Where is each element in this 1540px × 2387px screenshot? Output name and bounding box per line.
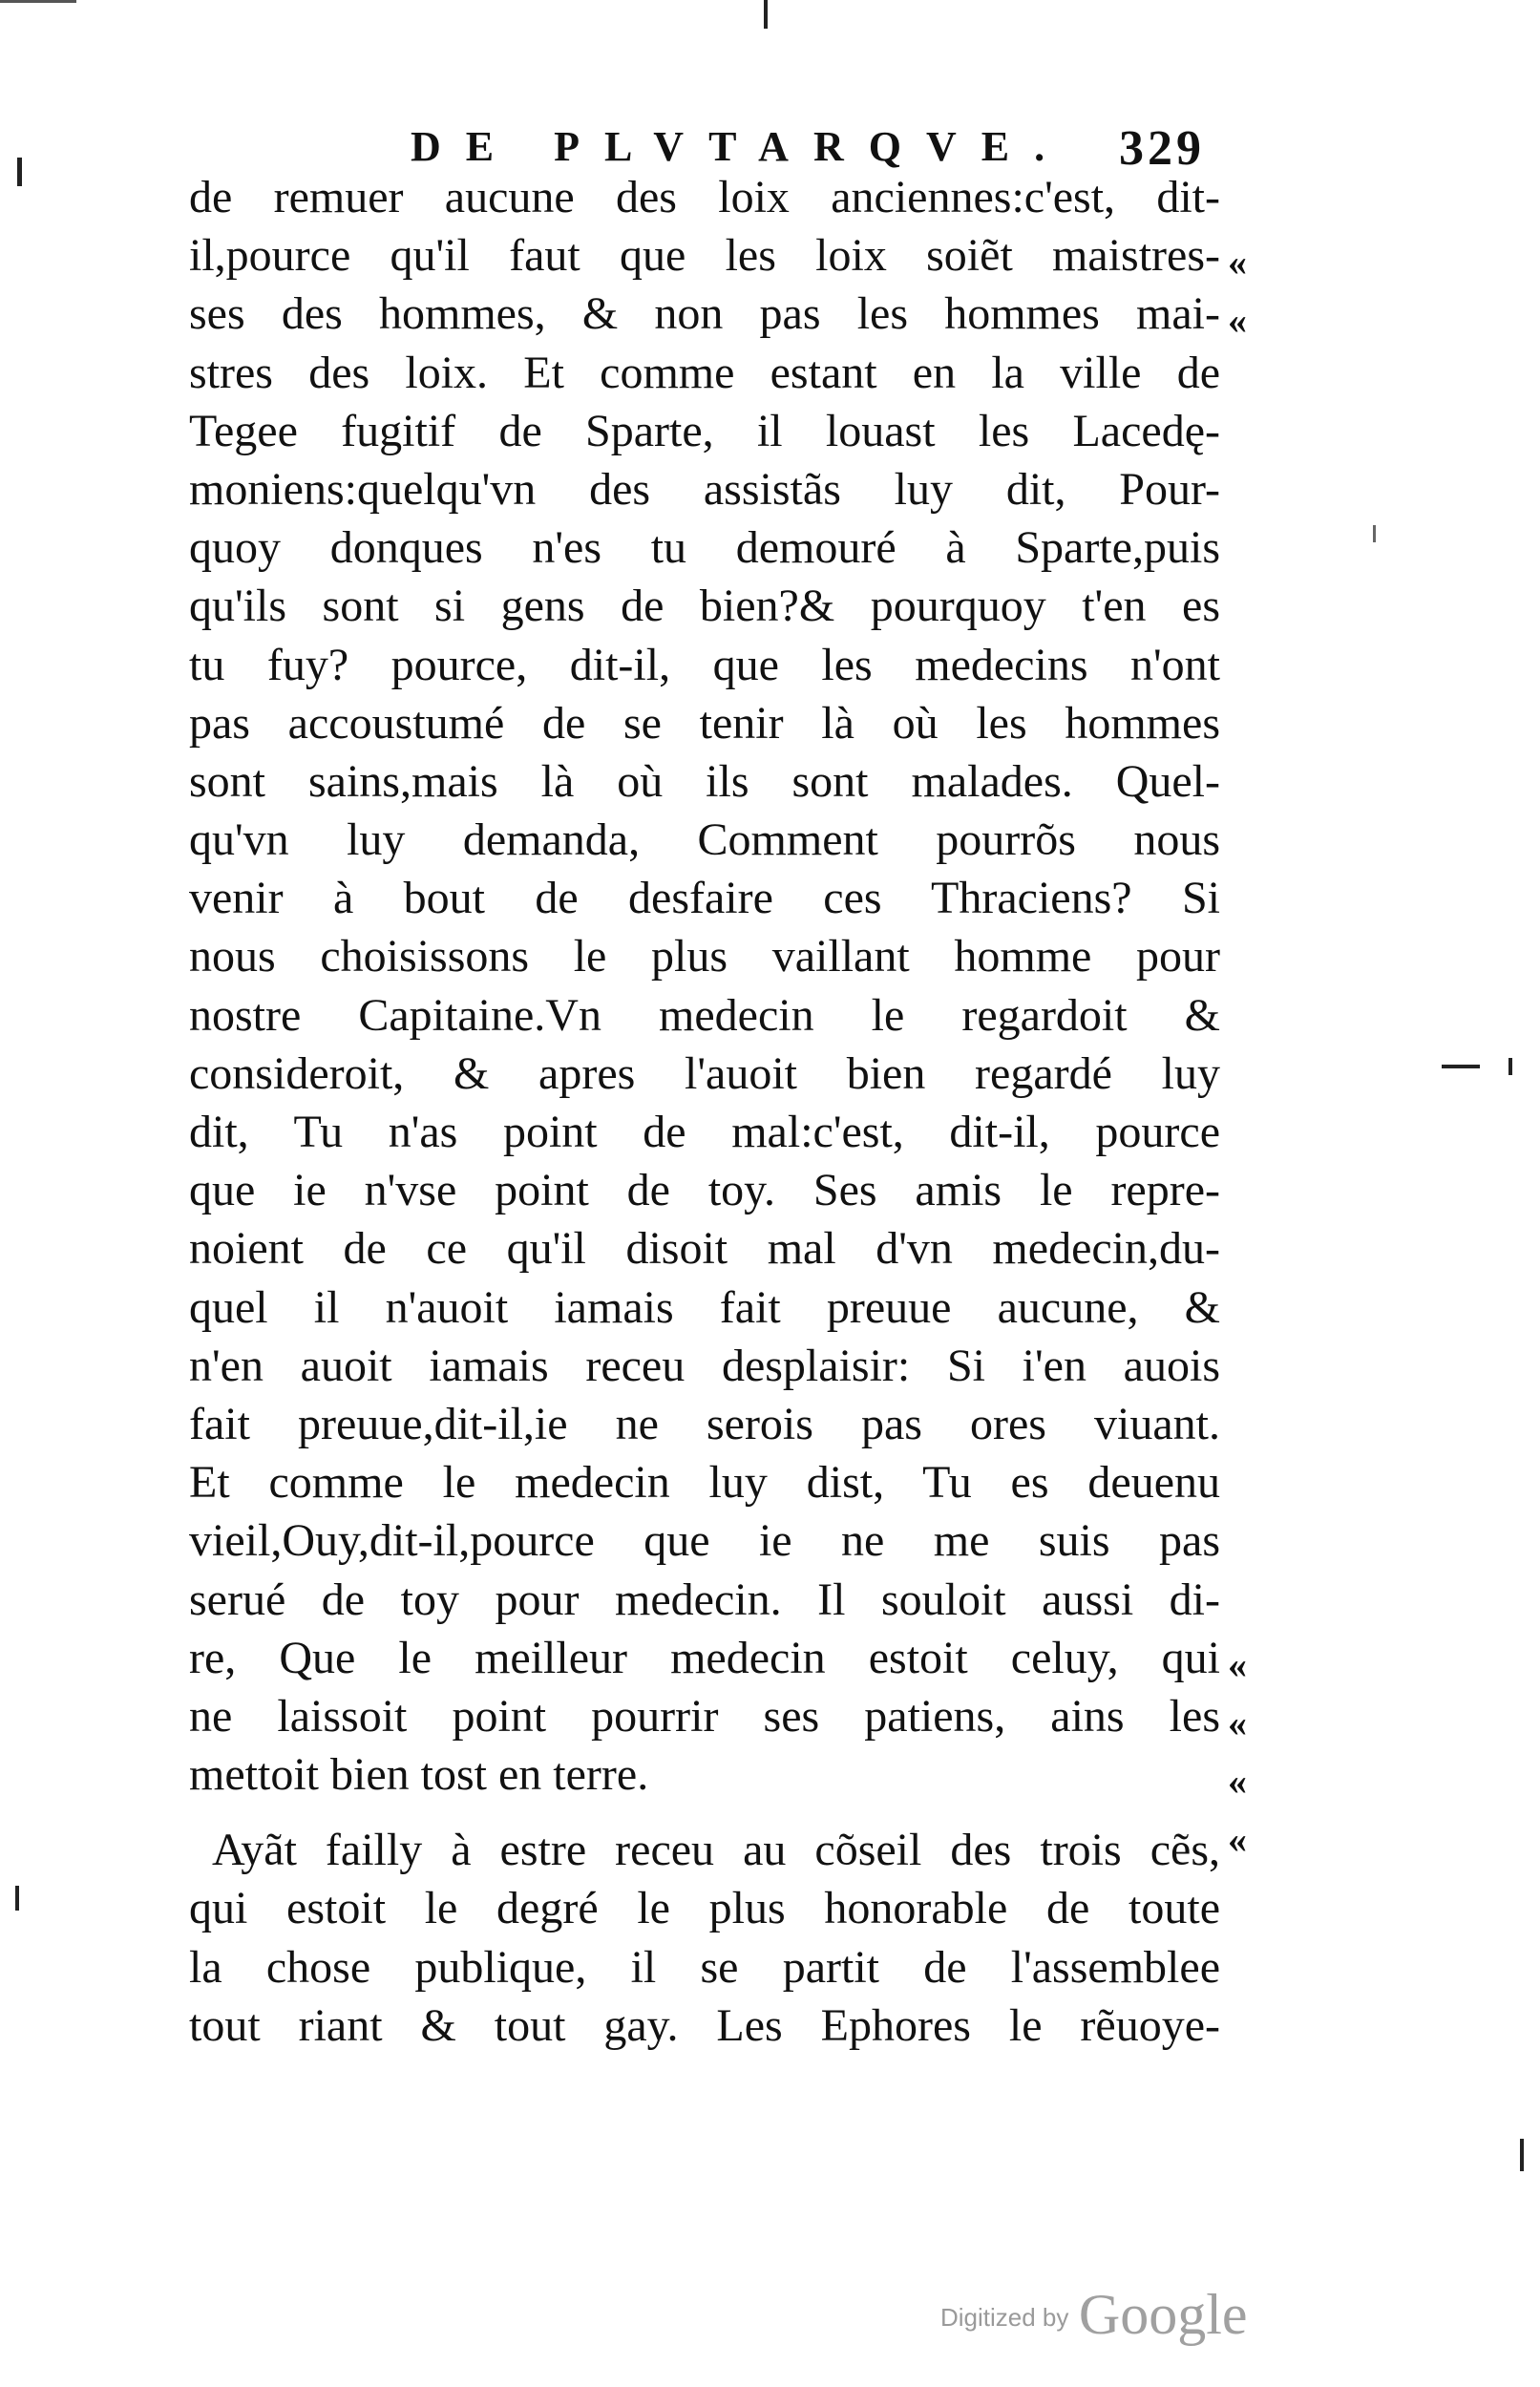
margin-quote-mark: « [1228,299,1247,342]
text-line-11: sont sains,mais là où ils sont malades. Quel- [189,755,1220,807]
speck-mark [15,1886,19,1911]
speck-mark [764,0,768,29]
text-line-5: Tegee fugitif de Sparte, il louast les Lacedę- [189,405,1220,456]
text-line-14: nous choisissons le plus vaillant homme pour [189,931,1220,982]
page-number: 329 [1119,121,1205,176]
margin-quote-mark: « [1228,1701,1247,1744]
text-line-10: pas accoustumé de se tenir là où les hommes [189,697,1220,749]
text-line-32: tout riant & tout gay. Les Ephores le rẽuoye- [189,1999,1220,2051]
paragraph-gap [189,1804,1220,1821]
digitized-by-stamp [940,2282,1248,2348]
text-line-19: noient de ce qu'il disoit mal d'vn medecin,du- [189,1223,1220,1275]
text-line-2: il,pource qu'il faut que les loix soiẽt maistres- [189,230,1220,282]
speck-mark [17,158,22,186]
digitized-by-label: Digitized by [940,2303,1069,2332]
text-line-23: Et comme le medecin luy dist, Tu es deuenu [189,1457,1220,1509]
text-line-12: qu'vn luy demanda, Comment pourrõs nous [189,814,1220,866]
text-line-20: quel il n'auoit iamais fait preuue aucune, & [189,1281,1220,1333]
margin-quote-mark: « [1228,1760,1247,1803]
paragraph-1 [189,168,1220,1804]
text-line-21: n'en auoit iamais receu desplaisir: Si i'en auois [189,1340,1220,1391]
text-line-6: moniens:quelqu'vn des assistãs luy dit, Pour- [189,463,1220,515]
text-line-25: serué de toy pour medecin. Il souloit aussi di- [189,1574,1220,1625]
text-line-3: ses des hommes, & non pas les hommes mai- [189,288,1220,340]
margin-quote-mark: « [1228,1643,1247,1686]
text-line-15: nostre Capitaine.Vn medecin le regardoit & [189,989,1220,1041]
text-line-1: de remuer aucune des loix anciennes:c'est, dit- [189,172,1220,222]
text-line-31: la chose publique, il se partit de l'assemblee [189,1941,1220,1993]
running-head-title: DE PLVTARQVE. [411,123,1070,170]
text-line-13: venir à bout de desfaire ces Thraciens? Si [189,873,1220,924]
speck-mark [1520,2139,1524,2171]
text-line-24: vieil,Ouy,dit-il,pource que ie ne me suis pas [189,1515,1220,1567]
text-line-28: mettoit bien tost en terre. [189,1749,649,1801]
text-line-4: stres des loix. Et comme estant en la ville de [189,347,1220,398]
google-logo: Google [1078,2283,1248,2346]
text-line-27: ne laissoit point pourrir ses patiens, ains les [189,1690,1220,1742]
margin-quote-mark: « [1228,1818,1247,1861]
text-line-22: fait preuue,dit-il,ie ne serois pas ores viuant. [189,1398,1220,1449]
paragraph-2 [189,1821,1220,2055]
text-line-9: tu fuy? pource, dit-il, que les medecins n'ont [189,639,1220,690]
speck-mark [1373,525,1376,542]
speck-mark [0,0,76,3]
text-line-7: quoy donques n'es tu demouré à Sparte,puis [189,522,1220,574]
text-line-16: consideroit, & apres l'auoit bien regardé luy [189,1047,1220,1099]
text-line-18: que ie n'vse point de toy. Ses amis le repre- [189,1165,1220,1216]
text-line-17: dit, Tu n'as point de mal:c'est, dit-il, pource [189,1107,1220,1157]
margin-quote-mark: « [1228,241,1247,284]
text-line-30: qui estoit le degré le plus honorable de toute [189,1883,1220,1934]
text-line-29: Ayãt failly à estre receu au cõseil des trois cẽs, [212,1825,1220,1876]
body-text [189,168,1220,2055]
text-line-26: re, Que le meilleur medecin estoit celuy, qui [189,1632,1220,1683]
text-line-8: qu'ils sont si gens de bien?& pourquoy t'en es [189,581,1220,632]
speck-mark [1508,1058,1512,1075]
speck-mark [1442,1065,1480,1068]
